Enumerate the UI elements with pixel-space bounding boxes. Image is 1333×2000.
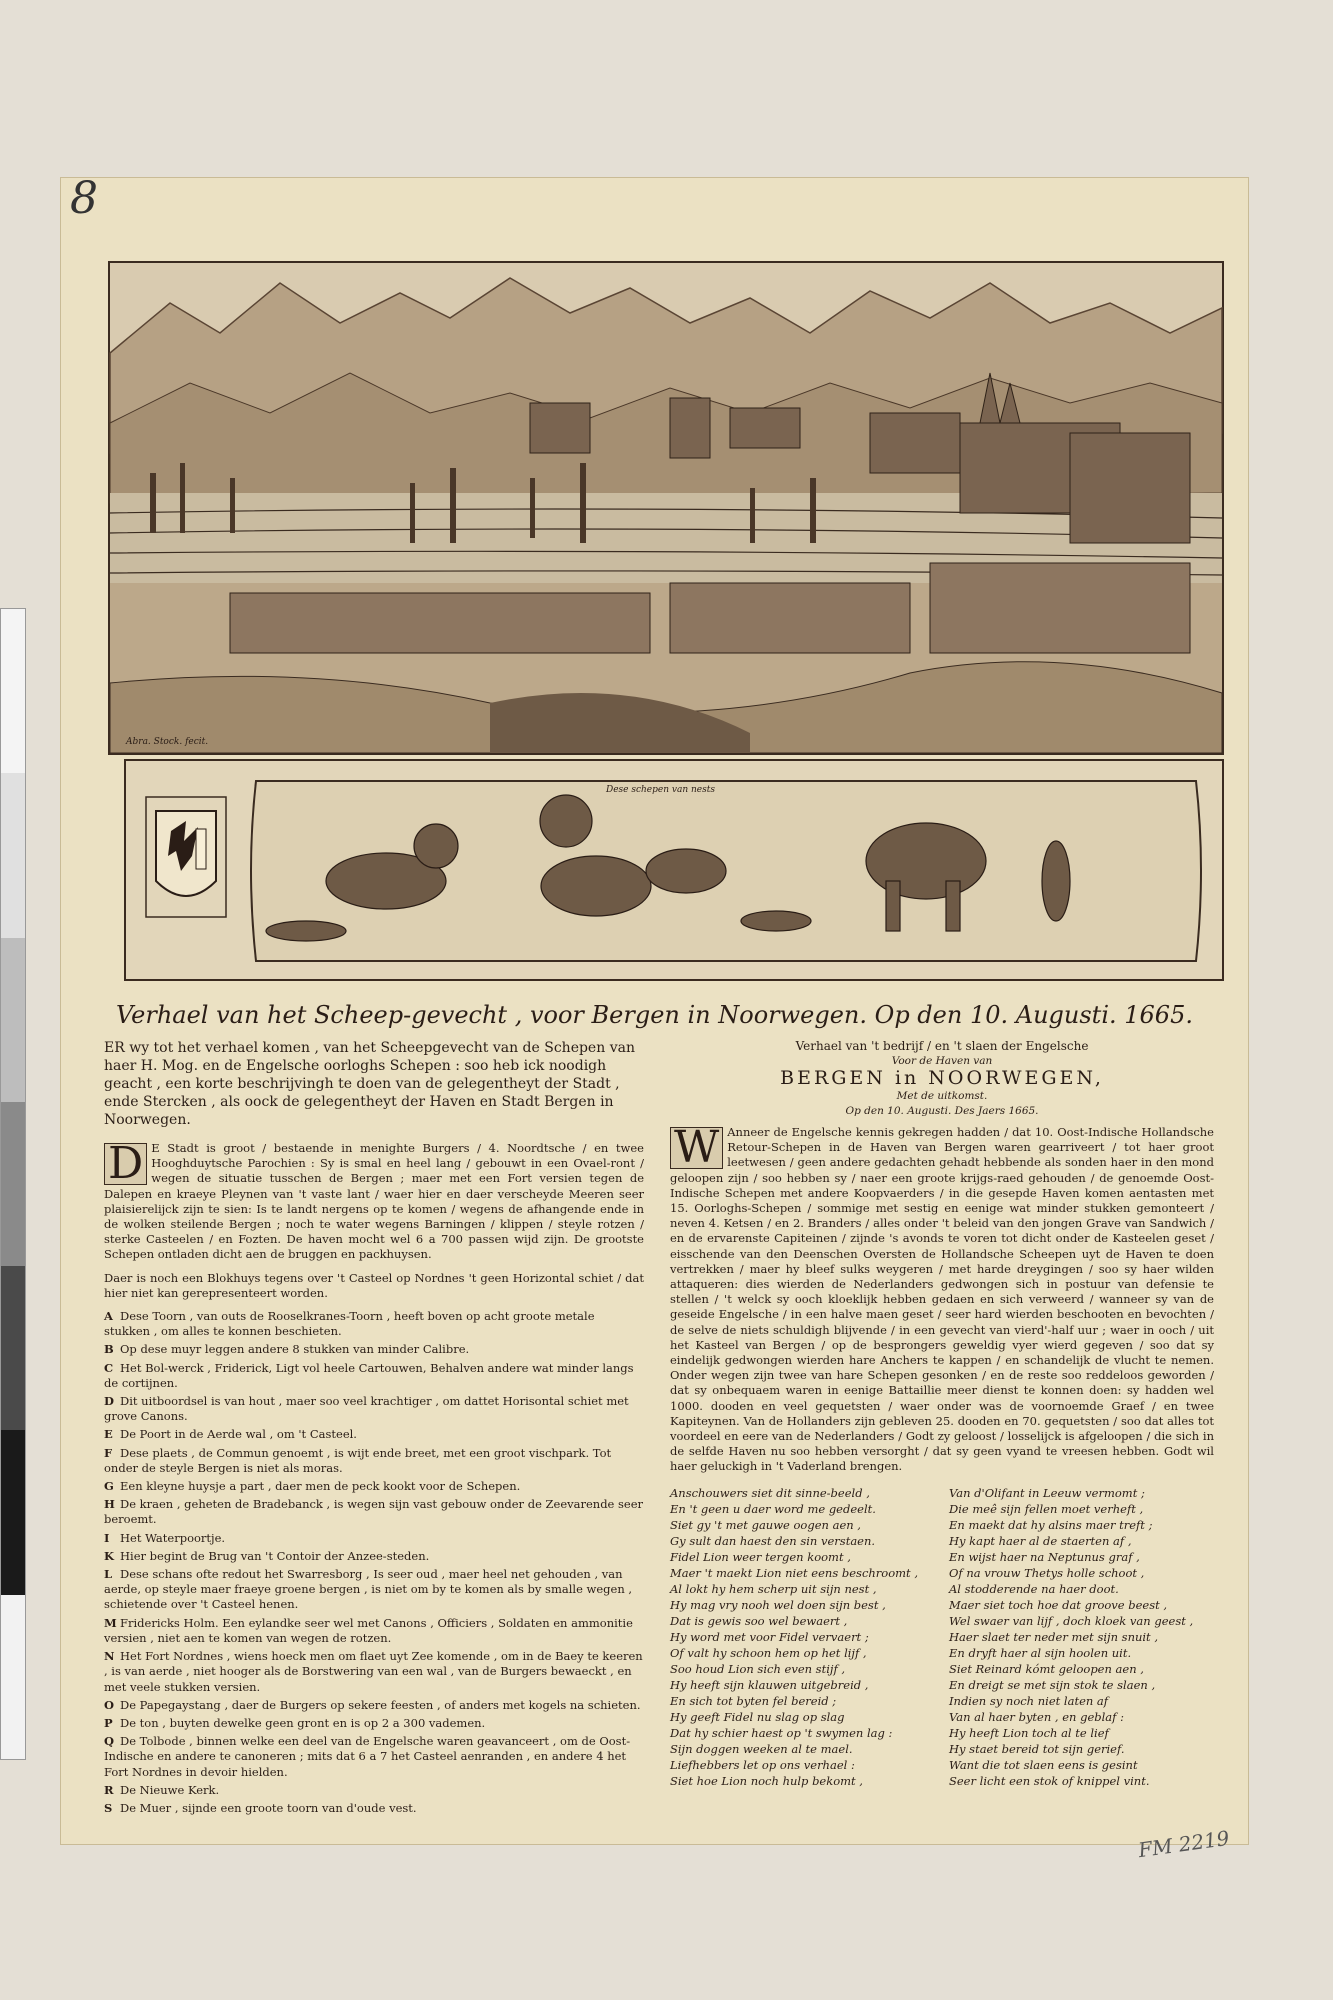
drop-cap-d: D	[104, 1143, 147, 1185]
drop-cap-w: W	[670, 1127, 723, 1169]
legend-text: Het Fort Nordnes , wiens hoeck men om flaet uyt Zee komende , om in de Baey te keeren , is van aerde , niet hooger als de Borstwering van een wal , van de Burgers bewaeckt , en met veele stukken versien.	[104, 1649, 643, 1694]
legend-item	[104, 1783, 644, 1798]
legend-text: Dit uitboordsel is van hout , maer soo veel krachtiger , om dattet Horisontal schiet met grove Canons.	[104, 1394, 629, 1424]
legend-key: E	[104, 1427, 113, 1442]
legend-text: Het Waterpoortje.	[120, 1530, 226, 1545]
legend-text: De ton , buyten dewelke geen gront en is op 2 a 300 vademen.	[120, 1715, 486, 1730]
poem-line: Hy kapt haer al de staerten af ,	[949, 1533, 1132, 1548]
legend-text: De Nieuwe Kerk.	[120, 1782, 220, 1797]
legend-text: De Muer , sijnde een groote toorn van d'oude vest.	[120, 1800, 417, 1815]
bergen-harbour-engraving	[108, 261, 1224, 755]
legend-item	[104, 1567, 644, 1613]
poem-line: Hy heeft sijn klauwen uitgebreid ,	[670, 1677, 869, 1692]
introduction-paragraph: ER wy tot het verhael komen , van het Scheepgevecht van de Schepen van haer H. Mog. en de Engelsche oorloghs Schepen : soo heb ick noodigh geacht , een korte beschrijvingh te doen van de gelegentheyt der Stadt , ende Stercken , als oock de gelegentheyt der Haven en Stadt Bergen in Noorwegen.	[104, 1040, 635, 1128]
legend-item	[104, 1649, 644, 1695]
poem-line: Wel swaer van lijf , doch kloek van geest ,	[949, 1613, 1194, 1628]
legend-key: Q	[104, 1734, 115, 1749]
legend-key: D	[104, 1394, 114, 1409]
legend-item	[104, 1427, 644, 1442]
poem-line: Die meê sijn fellen moet verheft ,	[949, 1501, 1144, 1516]
legend-key: P	[104, 1715, 113, 1730]
poem-line: Siet gy 't met gauwe oogen aen ,	[670, 1517, 861, 1532]
legend-key: B	[104, 1342, 114, 1357]
legend-item	[104, 1497, 644, 1527]
poem-column-left	[670, 1485, 935, 1789]
poem-line: En dreigt se met sijn stok te slaen ,	[949, 1677, 1156, 1692]
legend-key: R	[104, 1782, 114, 1797]
legend-text: De Tolbode , binnen welke een deel van de Engelsche waren geavanceert , om de Oost-Indische en andere te canoneren ; mits dat 6 a 7 het Casteel aenranden , en andere 4 het Fort Nordnes in devoir hielden.	[104, 1734, 631, 1779]
allegory-poem	[670, 1485, 1214, 1789]
account-subheading: Voor de Haven van	[891, 1055, 993, 1068]
legend-item	[104, 1616, 644, 1646]
legend-item	[104, 1531, 644, 1546]
legend-key: A	[104, 1309, 113, 1324]
legend-item	[104, 1716, 644, 1731]
poem-line: Maer 't maekt Lion niet eens beschroomt ,	[670, 1565, 918, 1580]
legend-item	[104, 1361, 644, 1391]
folio-number: 8	[70, 173, 98, 224]
account-location-heading: BERGEN in NOORWEGEN,	[780, 1067, 1104, 1090]
legend-text: Dese Toorn , van outs de Rooselkranes-Toorn , heeft boven op acht groote metale stukken , om alles te konnen beschieten.	[104, 1309, 595, 1339]
poem-line: Indien sy noch niet laten af	[949, 1693, 1109, 1708]
archive-stamp: FM 2219	[1136, 1825, 1231, 1863]
legend-text: De Poort in de Aerde wal , om 't Casteel.	[120, 1427, 357, 1442]
battle-account	[670, 1122, 1214, 1475]
poem-line: Dat hy schier haest op 't swymen lag :	[670, 1725, 893, 1740]
account-heading: Verhael van 't bedrijf / en 't slaen der Engelsche	[795, 1039, 1089, 1053]
poem-line: Hy heeft Lion toch al te lief	[949, 1725, 1109, 1740]
legend-item	[104, 1309, 644, 1339]
account-date: Op den 10. Augusti. Des Jaers 1665.	[845, 1104, 1039, 1117]
poem-line: Maer siet toch hoe dat groove beest ,	[949, 1597, 1168, 1612]
legend-key: I	[104, 1530, 110, 1545]
legend-key: M	[104, 1615, 117, 1630]
legend-item	[104, 1734, 644, 1780]
poem-line: Sijn doggen weeken al te mael.	[670, 1741, 853, 1756]
legend-text: Hier begint de Brug van 't Contoir der Anzee-steden.	[120, 1548, 430, 1563]
poem-line: En wijst haer na Neptunus graf ,	[949, 1549, 1140, 1564]
color-calibration-strip	[0, 608, 26, 1760]
poem-line: Seer licht een stok of knippel vint.	[949, 1773, 1150, 1788]
poem-line: Al lokt hy hem scherp uit sijn nest ,	[670, 1581, 877, 1596]
poem-column-right	[949, 1485, 1214, 1789]
right-text-column	[670, 1039, 1214, 1799]
legend-key: L	[104, 1567, 113, 1582]
poem-line: Of valt hy schoon hem op het lijf ,	[670, 1645, 867, 1660]
legend-item	[104, 1479, 644, 1494]
account-outcome-label: Met de uitkomst.	[896, 1089, 988, 1102]
legend-key: N	[104, 1649, 115, 1664]
battle-account-text: Anneer de Engelsche kennis gekregen hadden / dat 10. Oost-Indische Hollandsche Retour-Schepen in de Haven van Bergen waren gearriveert / tot haer groot leetwesen / geen andere gedachten gehadt hebbende als sonden haer in den mond geloopen zijn / soo hebben sy / naer een groote krijgs-raed gehouden / de genoemde Oost-Indische Schepen met andere Koopvaerders / in die gesepde Haven komen aentasten met 15. Oorloghs-Schepen / sommige met sestig en eenige wat minder stukken gemonteert / neven 4. Ketsen / en 2. Branders / alles onder 't beleid van den jongen Grave van Sandwich / en de ervarenste Capiteinen / zijnde 's avonds te voren tot dicht onder de Kasteelen geset / eisschende van den Deenschen Oversten de Hollandsche Scheepen uyt de Haven te doen vertrekken / maer hy bleef sulks weygeren / met harde dreygingen / soo sy haer wilden attaqueren: dies wierden de Nederlanders gedwongen sich in postuur van defensie te stellen / 't welck sy ooch kloeklijk hebben gedaen en sich verweerd / wanneer sy van de geseide Engelsche / in een halve maen geset / seer hard wierden beschooten en bevochten / de selve de niets schuldigh blijvende / in een gevecht van vierd'-half uur ; waer in ooch / uit het Kasteel van Bergen / op de besprongers geweldig vyer wierd gegeven / soo dat sy eindelijk gedwongen wierden hare Anchers te kappen / en schandelijk de vlucht te nemen. Onder wegen zijn twee van hare Schepen gesonken / en de reste soo reddeloos geworden / dat sy onbequaem waren in eenige Battaillie meer dienst te konnen doen: sy hadden wel 1000. dooden en veel gequetsten / waer onder was de voornoemde Graef / en twee Kapiteynen. Van de Hollanders zijn gebleven 25. dooden en 70. gequetsten / soo dat alles tot voordeel en eere van de Nederlanders / Godt zy geloost / losselijck is afgeloopen / die sich in de selfde Haven nu soo hebben versorght / dat sy geen vyand te vreesen hebben. Godt wil haer geluckigh in 't Vaderland brengen.	[670, 1125, 1214, 1474]
legend-item	[104, 1698, 644, 1713]
poem-line: Soo houd Lion sich even stijf ,	[670, 1661, 846, 1676]
poem-line: Dat is gewis soo wel bewaert ,	[670, 1613, 848, 1628]
poem-line: Gy sult dan haest den sin verstaen.	[670, 1533, 876, 1548]
legend-key: F	[104, 1445, 113, 1460]
poem-line: Siet hoe Lion noch hulp bekomt ,	[670, 1773, 863, 1788]
frieze-label: Dese schepen van nests	[606, 785, 715, 795]
legend-item	[104, 1342, 644, 1357]
allegorical-animal-frieze	[124, 759, 1224, 981]
poem-line: En maekt dat hy alsins maer treft ;	[949, 1517, 1153, 1532]
legend-text: De kraen , geheten de Bradebanck , is wegen sijn vast gebouw onder de Zeevarende seer beroemt.	[104, 1497, 644, 1527]
print-sheet	[60, 173, 1249, 1845]
legend-key: S	[104, 1800, 113, 1815]
legend-key: O	[104, 1697, 115, 1712]
poem-line: Hy mag vry nooh wel doen sijn best ,	[670, 1597, 886, 1612]
legend-key: K	[104, 1548, 114, 1563]
legend-item	[104, 1549, 644, 1564]
poem-line: Want die tot slaen eens is gesint	[949, 1757, 1138, 1772]
legend-key: G	[104, 1479, 114, 1494]
poem-line: Hy geeft Fidel nu slag op slag	[670, 1709, 845, 1724]
legend-text: Dese schans ofte redout het Swarresborg , Is seer oud , maer heel net gehouden , van aerde, op steyle maer fraeye groene bergen , is niet om by te komen als by smalle wegen , schietende over 't Casteel henen.	[104, 1567, 633, 1612]
poem-line: Van d'Olifant in Leeuw vermomt ;	[949, 1485, 1145, 1500]
map-legend-list	[104, 1309, 644, 1816]
legend-key: H	[104, 1497, 115, 1512]
legend-text: De Papegaystang , daer de Burgers op sekere feesten , of anders met kogels na schieten.	[120, 1697, 641, 1712]
blockhouse-note: Daer is noch een Blokhuys tegens over 't Casteel op Nordnes 't geen Horizontal schiet / dat hier niet kan gerepresenteert worden.	[104, 1270, 644, 1300]
legend-item	[104, 1801, 644, 1816]
page-title: Verhael van het Scheep-gevecht , voor Bergen in Noorwegen. Op den 10. Augusti. 1665.	[116, 1001, 1193, 1029]
poem-line: Hy staet bereid tot sijn gerief.	[949, 1741, 1125, 1756]
poem-line: Fidel Lion weer tergen koomt ,	[670, 1549, 851, 1564]
left-text-column	[104, 1039, 644, 1815]
legend-text: Op dese muyr leggen andere 8 stukken van minder Calibre.	[120, 1342, 470, 1357]
legend-item	[104, 1446, 644, 1476]
city-description-text: E Stadt is groot / bestaende in menighte Burgers / 4. Noordtsche / en twee Hooghduytsche Parochien : Sy is smal en heel lang / gebouwt in een Ovael-ront / wegen de situatie tusschen de Bergen ; maer met een Fort versien tegen de Dalepen en kraeye Pleynen van 't vaste lant / waer hier en daer verscheyde Meeren seer plaisierelijck zijn te sien: Is te landt nergens op te komen / wegens de afhangende ende in de wolken steilende Bergen ; noch te water wegens Barningen / klippen / steyle rotzen / sterke Casteelen / en Fozten. De haven mocht wel 6 a 700 passen wijd zijn. De grootste Schepen ontladen dicht aen de bruggen en packhuysen.	[104, 1141, 644, 1262]
poem-line: Liefhebbers let op ons verhael :	[670, 1757, 855, 1772]
harbour-scene-illustration	[110, 263, 1222, 753]
legend-text: Fridericks Holm. Een eylandke seer wel met Canons , Officiers , Soldaten en ammonitie versien , niet aen te komen van wegen de rotzen.	[104, 1615, 633, 1645]
poem-line: Haer slaet ter neder met sijn snuit ,	[949, 1629, 1158, 1644]
poem-line: En sich tot byten fel bereid ;	[670, 1693, 837, 1708]
legend-item	[104, 1394, 644, 1424]
poem-line: En dryft haer al sijn hoolen uit.	[949, 1645, 1132, 1660]
legend-text: Een kleyne huysje a part , daer men de peck kookt voor de Schepen.	[120, 1479, 521, 1494]
legend-text: Dese plaets , de Commun genoemt , is wijt ende breet, met een groot vischpark. Tot onder de steyle Bergen is niet als moras.	[104, 1445, 612, 1475]
poem-line: En 't geen u daer word me gedeelt.	[670, 1501, 876, 1516]
city-description	[104, 1138, 644, 1263]
poem-line: Siet Reinard kómt geloopen aen ,	[949, 1661, 1144, 1676]
poem-line: Anschouwers siet dit sinne-beeld ,	[670, 1485, 870, 1500]
legend-text: Het Bol-werck , Friderick, Ligt vol heele Cartouwen, Behalven andere wat minder langs de cortijnen.	[104, 1360, 634, 1390]
poem-line: Of na vrouw Thetys holle schoot ,	[949, 1565, 1145, 1580]
poem-line: Van al haer byten , en geblaf :	[949, 1709, 1124, 1724]
artist-signature: Abra. Stock. fecit.	[126, 737, 209, 747]
legend-key: C	[104, 1360, 114, 1375]
poem-line: Al stodderende na haer doot.	[949, 1581, 1119, 1596]
poem-line: Hy word met voor Fidel vervaert ;	[670, 1629, 869, 1644]
